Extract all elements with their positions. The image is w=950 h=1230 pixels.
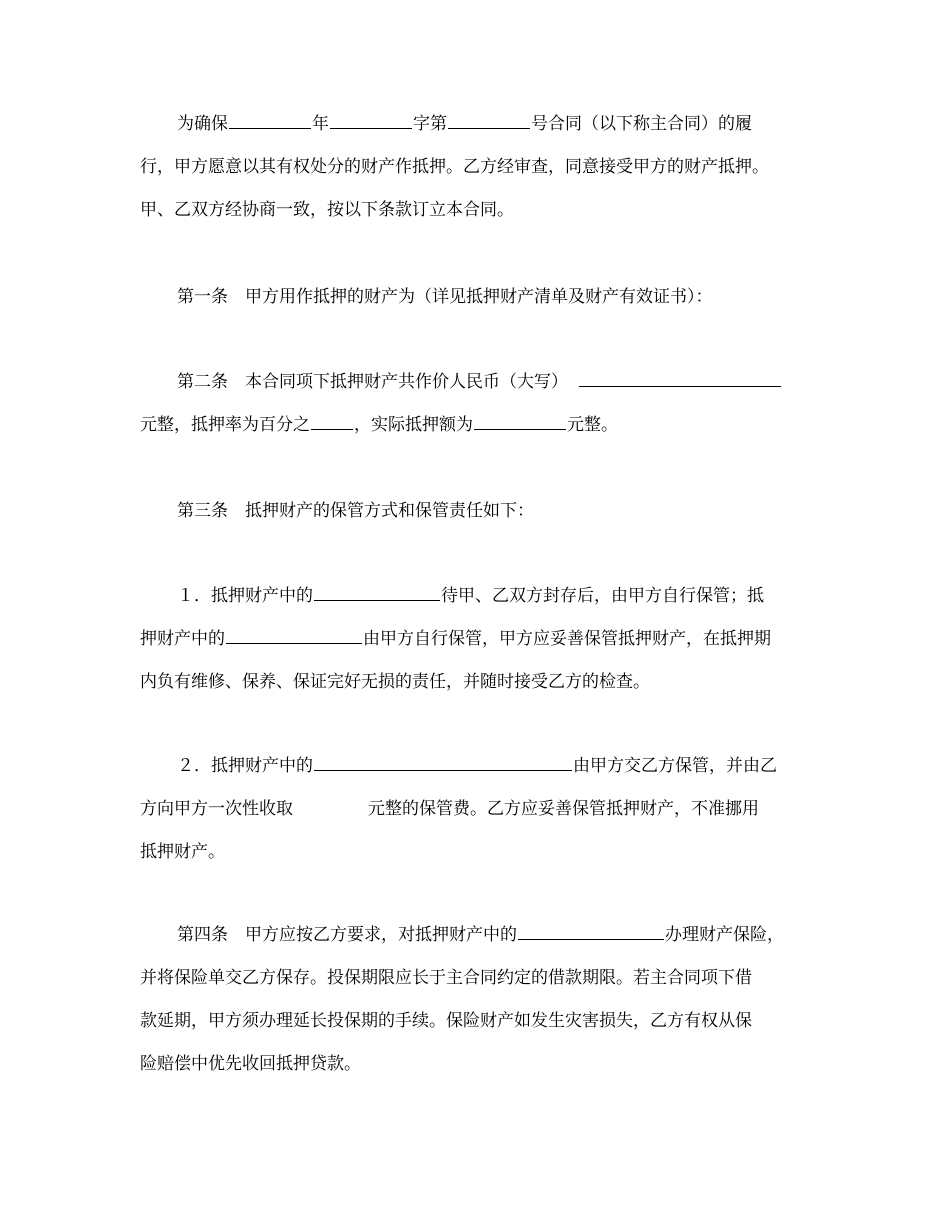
item-2-line-1: ２．抵押财产中的 由甲方交乙方保管，并由乙 bbox=[140, 745, 840, 788]
intro-line-3: 甲、乙双方经协商一致，按以下条款订立本合同。 bbox=[140, 200, 514, 220]
article-2-line-2: 元整，抵押率为百分之 ，实际抵押额为 元整。 bbox=[140, 404, 840, 447]
intro-paragraph bbox=[140, 103, 840, 232]
article-3-text: 第三条 抵押财产的保管方式和保管责任如下： bbox=[177, 501, 534, 521]
article-4-line-3: 款延期，甲方须办理延长投保期的手续。保险财产如发生灾害损失，乙方有权从保 bbox=[140, 1011, 752, 1031]
item-2-line-3: 抵押财产。 bbox=[140, 842, 225, 862]
mortgage-rate-blank[interactable] bbox=[311, 410, 353, 430]
article-1-text: 第一条 甲方用作抵押的财产为（详见抵押财产清单及财产有效证书）： bbox=[177, 287, 713, 307]
year-blank[interactable] bbox=[229, 109, 311, 129]
valuation-amount-blank[interactable] bbox=[579, 367, 781, 387]
item-1-line-2: 押财产中的 由甲方自行保管，甲方应妥善保管抵押财产，在抵押期 bbox=[140, 618, 840, 661]
article-4-line-1: 第四条 甲方应按乙方要求，对抵押财产中的 办理财产保险， bbox=[140, 914, 840, 957]
delivered-property-blank[interactable] bbox=[314, 751, 572, 771]
article-2-line-1: 第二条 本合同项下抵押财产共作价人民币（大写） bbox=[140, 361, 840, 404]
item-1 bbox=[140, 575, 840, 704]
item-1-line-3: 内负有维修、保养、保证完好无损的责任，并随时接受乙方的检查。 bbox=[140, 672, 650, 692]
actual-amount-blank[interactable] bbox=[474, 410, 566, 430]
intro-line-2: 行，甲方愿意以其有权处分的财产作抵押。乙方经审查，同意接受甲方的财产抵押。 bbox=[140, 157, 769, 177]
article-4-line-2: 并将保险单交乙方保存。投保期限应长于主合同约定的借款期限。若主合同项下借 bbox=[140, 968, 752, 988]
article-4-line-4: 险赔偿中优先收回抵押贷款。 bbox=[140, 1054, 361, 1074]
insured-property-blank[interactable] bbox=[518, 920, 664, 940]
self-kept-property-blank[interactable] bbox=[226, 624, 362, 644]
article-4 bbox=[140, 914, 840, 1086]
character-blank[interactable] bbox=[330, 109, 412, 129]
item-1-line-1: １．抵押财产中的 待甲、乙双方封存后，由甲方自行保管；抵 bbox=[140, 575, 840, 618]
sealed-property-blank[interactable] bbox=[314, 581, 440, 601]
intro-line-1: 为确保 年 字第 号合同（以下称主合同）的履 bbox=[140, 103, 840, 146]
item-2 bbox=[140, 745, 840, 874]
article-1 bbox=[140, 276, 840, 319]
article-3 bbox=[140, 490, 840, 533]
article-2 bbox=[140, 361, 840, 447]
item-2-line-2: 方向甲方一次性收取 元整的保管费。乙方应妥善保管抵押财产，不准挪用 bbox=[140, 799, 759, 819]
number-blank[interactable] bbox=[448, 109, 530, 129]
